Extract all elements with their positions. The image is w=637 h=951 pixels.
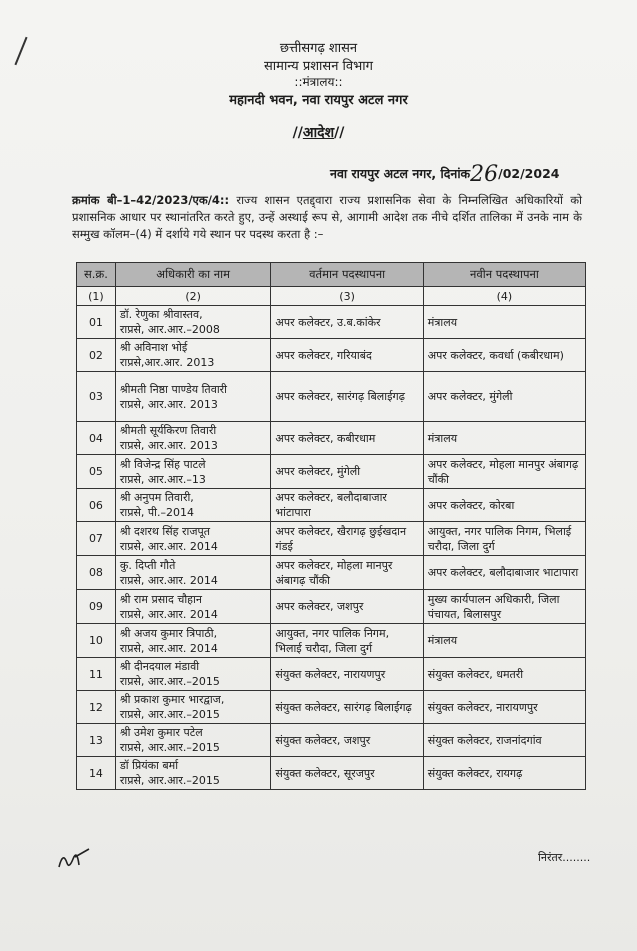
col-officer-name: अधिकारी का नाम [115,263,271,287]
new-posting-cell: संयुक्त कलेक्टर, नारायणपुर [423,691,585,724]
current-posting-cell: संयुक्त कलेक्टर, सूरजपुर [271,757,423,790]
officer-name: श्री दशरथ सिंह राजपूत [119,524,211,538]
order-date: नवा रायपुर अटल नगर, दिनांक26/02/2024 [330,162,560,187]
officer-cell [115,590,271,624]
current-posting-cell: अपर कलेक्टर, खैरागढ़ छुईखदान गंडई [271,522,423,556]
header-address: महानदी भवन, नवा रायपुर अटल नगर [229,93,408,108]
officer-cell [115,624,271,658]
officer-cell [115,522,271,556]
current-posting-cell: अपर कलेक्टर, बलौदाबाजार भांटापारा [271,489,423,522]
officer-service: राप्रसे, आर.आर.–2015 [119,675,220,688]
current-posting-cell: अपर कलेक्टर, जशपुर [271,590,423,624]
table-row [77,624,586,658]
new-posting-cell: अपर कलेक्टर, कवर्धा (कबीरधाम) [423,339,585,372]
officer-cell [115,372,271,422]
officer-name: श्रीमती निष्ठा पाण्डेय तिवारी [119,382,228,396]
officer-cell [115,306,271,339]
table-row [77,658,586,691]
new-posting-cell: संयुक्त कलेक्टर, राजनांदगांव [423,724,585,757]
officer-service: राप्रसे, पी.–2014 [119,506,195,519]
current-posting-cell: आयुक्त, नगर पालिक निगम, भिलाई चरौदा, जिला दुर्ग [271,624,423,658]
serial-cell: 11 [77,658,116,691]
serial-cell: 04 [77,422,116,455]
new-posting-cell: संयुक्त कलेक्टर, धमतरी [423,658,585,691]
officer-service: राप्रसे, आर.आर. 2013 [119,397,218,411]
new-posting-cell: संयुक्त कलेक्टर, रायगढ़ [423,757,585,790]
order-text: राज्य शासन एतद्द्वारा राज्य प्रशासनिक सेवा के निम्नलिखित अधिकारियों को प्रशासनिक आधार पर स्थानांतरित करते हुए, उन्हें अस्थाई रूप से, आगामी आदेश तक नीचे दर्शित तालिका में उनके नाम के सम्मुख कॉलम–(4) में दर्शाये गये स्थान पर पदस्थ करता है :– [72,193,583,241]
header-ministry: ::मंत्रालय:: [294,75,343,89]
officer-service: राप्रसे, आर.आर.–2015 [119,741,220,754]
officer-name: श्री अनुपम तिवारी, [119,491,194,504]
serial-cell: 13 [77,724,116,757]
current-posting-cell: अपर कलेक्टर, मोहला मानपुर अंबागढ़ चौंकी [271,556,423,590]
serial-cell: 05 [77,455,116,489]
current-posting-cell: संयुक्त कलेक्टर, नारायणपुर [271,658,423,691]
officer-service: राप्रसे, आर.आर. 2014 [119,641,218,655]
officer-cell [115,724,271,757]
officer-service: राप्रसे, आर.आर.–13 [119,472,206,486]
initials-signature [55,845,95,879]
officer-name: श्री अजय कुमार त्रिपाठी, [119,626,218,640]
table-row [77,691,586,724]
officer-name: श्री दीनदयाल मंडावी [119,660,200,673]
col-new-posting: नवीन पदस्थापना [423,263,585,287]
officer-service: राप्रसे, आर.आर. 2014 [119,539,218,553]
current-posting-cell: अपर कलेक्टर, सारंगढ़ बिलाईगढ़ [271,372,423,422]
officer-name: श्री उमेश कुमार पटेल [119,726,203,739]
officer-cell [115,489,271,522]
table-row [77,590,586,624]
order-body [72,192,582,243]
current-posting-cell: अपर कलेक्टर, गरियाबंद [271,339,423,372]
header-department: सामान्य प्रशासन विभाग [264,59,373,74]
table-row [77,422,586,455]
new-posting-cell: आयुक्त, नगर पालिक निगम, भिलाई चरौदा, जिला दुर्ग [423,522,585,556]
new-posting-cell: मंत्रालय [423,422,585,455]
officer-name: डॉ. रेणुका श्रीवास्तव, [119,308,203,321]
officer-cell [115,691,271,724]
continued-marker: निरंतर........ [538,851,591,864]
serial-cell: 08 [77,556,116,590]
serial-cell: 02 [77,339,116,372]
col-serial: स.क्र. [77,263,116,287]
new-posting-cell: अपर कलेक्टर, मुंगेली [423,372,585,422]
officer-service: राप्रसे, आर.आर. 2014 [119,573,218,587]
serial-cell: 01 [77,306,116,339]
table-header-row [77,263,586,287]
transfer-table [76,262,586,790]
officer-service: राप्रसे, आर.आर. 2013 [119,439,218,452]
table-row [77,757,586,790]
officer-name: श्री प्रकाश कुमार भारद्वाज, [119,693,225,706]
new-posting-cell: अपर कलेक्टर, बलौदाबाजार भाटापारा [423,556,585,590]
officer-service: राप्रसे, आर.आर. 2014 [119,607,218,621]
officer-cell [115,658,271,691]
officer-cell [115,556,271,590]
table-row [77,556,586,590]
serial-cell: 12 [77,691,116,724]
officer-cell [115,757,271,790]
officer-name: श्रीमती सूर्यकिरण तिवारी [119,424,217,437]
col-current-posting: वर्तमान पदस्थापना [271,263,423,287]
officer-cell [115,455,271,489]
current-posting-cell: अपर कलेक्टर, मुंगेली [271,455,423,489]
order-title: //आदेश// [292,125,345,141]
officer-service: राप्रसे, आर.आर.–2015 [119,708,220,721]
new-posting-cell: मुख्य कार्यपालन अधिकारी, जिला पंचायत, बिलासपुर [423,590,585,624]
current-posting-cell: अपर कलेक्टर, उ.ब.कांकेर [271,306,423,339]
current-posting-cell: संयुक्त कलेक्टर, जशपुर [271,724,423,757]
table-row [77,306,586,339]
table-row [77,522,586,556]
new-posting-cell: मंत्रालय [423,306,585,339]
officer-service: राप्रसे,आर.आर. 2013 [119,356,215,369]
table-row [77,489,586,522]
serial-cell: 09 [77,590,116,624]
officer-name: श्री राम प्रसाद चौहान [119,592,202,606]
officer-name: श्री विजेन्द्र सिंह पाटले [119,457,206,471]
officer-service: राप्रसे, आर.आर.–2008 [119,323,220,336]
serial-cell: 07 [77,522,116,556]
officer-name: कु. दिप्ती गौते [119,558,176,572]
table-row [77,724,586,757]
officer-service: राप्रसे, आर.आर.–2015 [119,774,220,787]
header-govt: छत्तीसगढ़ शासन [279,41,358,56]
serial-cell: 03 [77,372,116,422]
serial-cell: 14 [77,757,116,790]
officer-name: श्री अविनाश भोई [119,341,188,354]
handwritten-day: 26 [470,162,499,187]
serial-cell: 06 [77,489,116,522]
serial-cell: 10 [77,624,116,658]
table-row [77,372,586,422]
new-posting-cell: अपर कलेक्टर, मोहला मानपुर अंबागढ़ चौंकी [423,455,585,489]
current-posting-cell: संयुक्त कलेक्टर, सारंगढ़ बिलाईगढ़ [271,691,423,724]
order-reference: क्रमांक बी–1–42/2023/एक/4:: [72,193,230,207]
officer-cell [115,339,271,372]
table-row [77,339,586,372]
current-posting-cell: अपर कलेक्टर, कबीरधाम [271,422,423,455]
table-row [77,455,586,489]
new-posting-cell: अपर कलेक्टर, कोरबा [423,489,585,522]
new-posting-cell: मंत्रालय [423,624,585,658]
officer-name: डॉ प्रियंका बर्मा [119,759,179,772]
officer-cell [115,422,271,455]
column-number-row: (1) (2) (3) (4) [77,287,586,306]
